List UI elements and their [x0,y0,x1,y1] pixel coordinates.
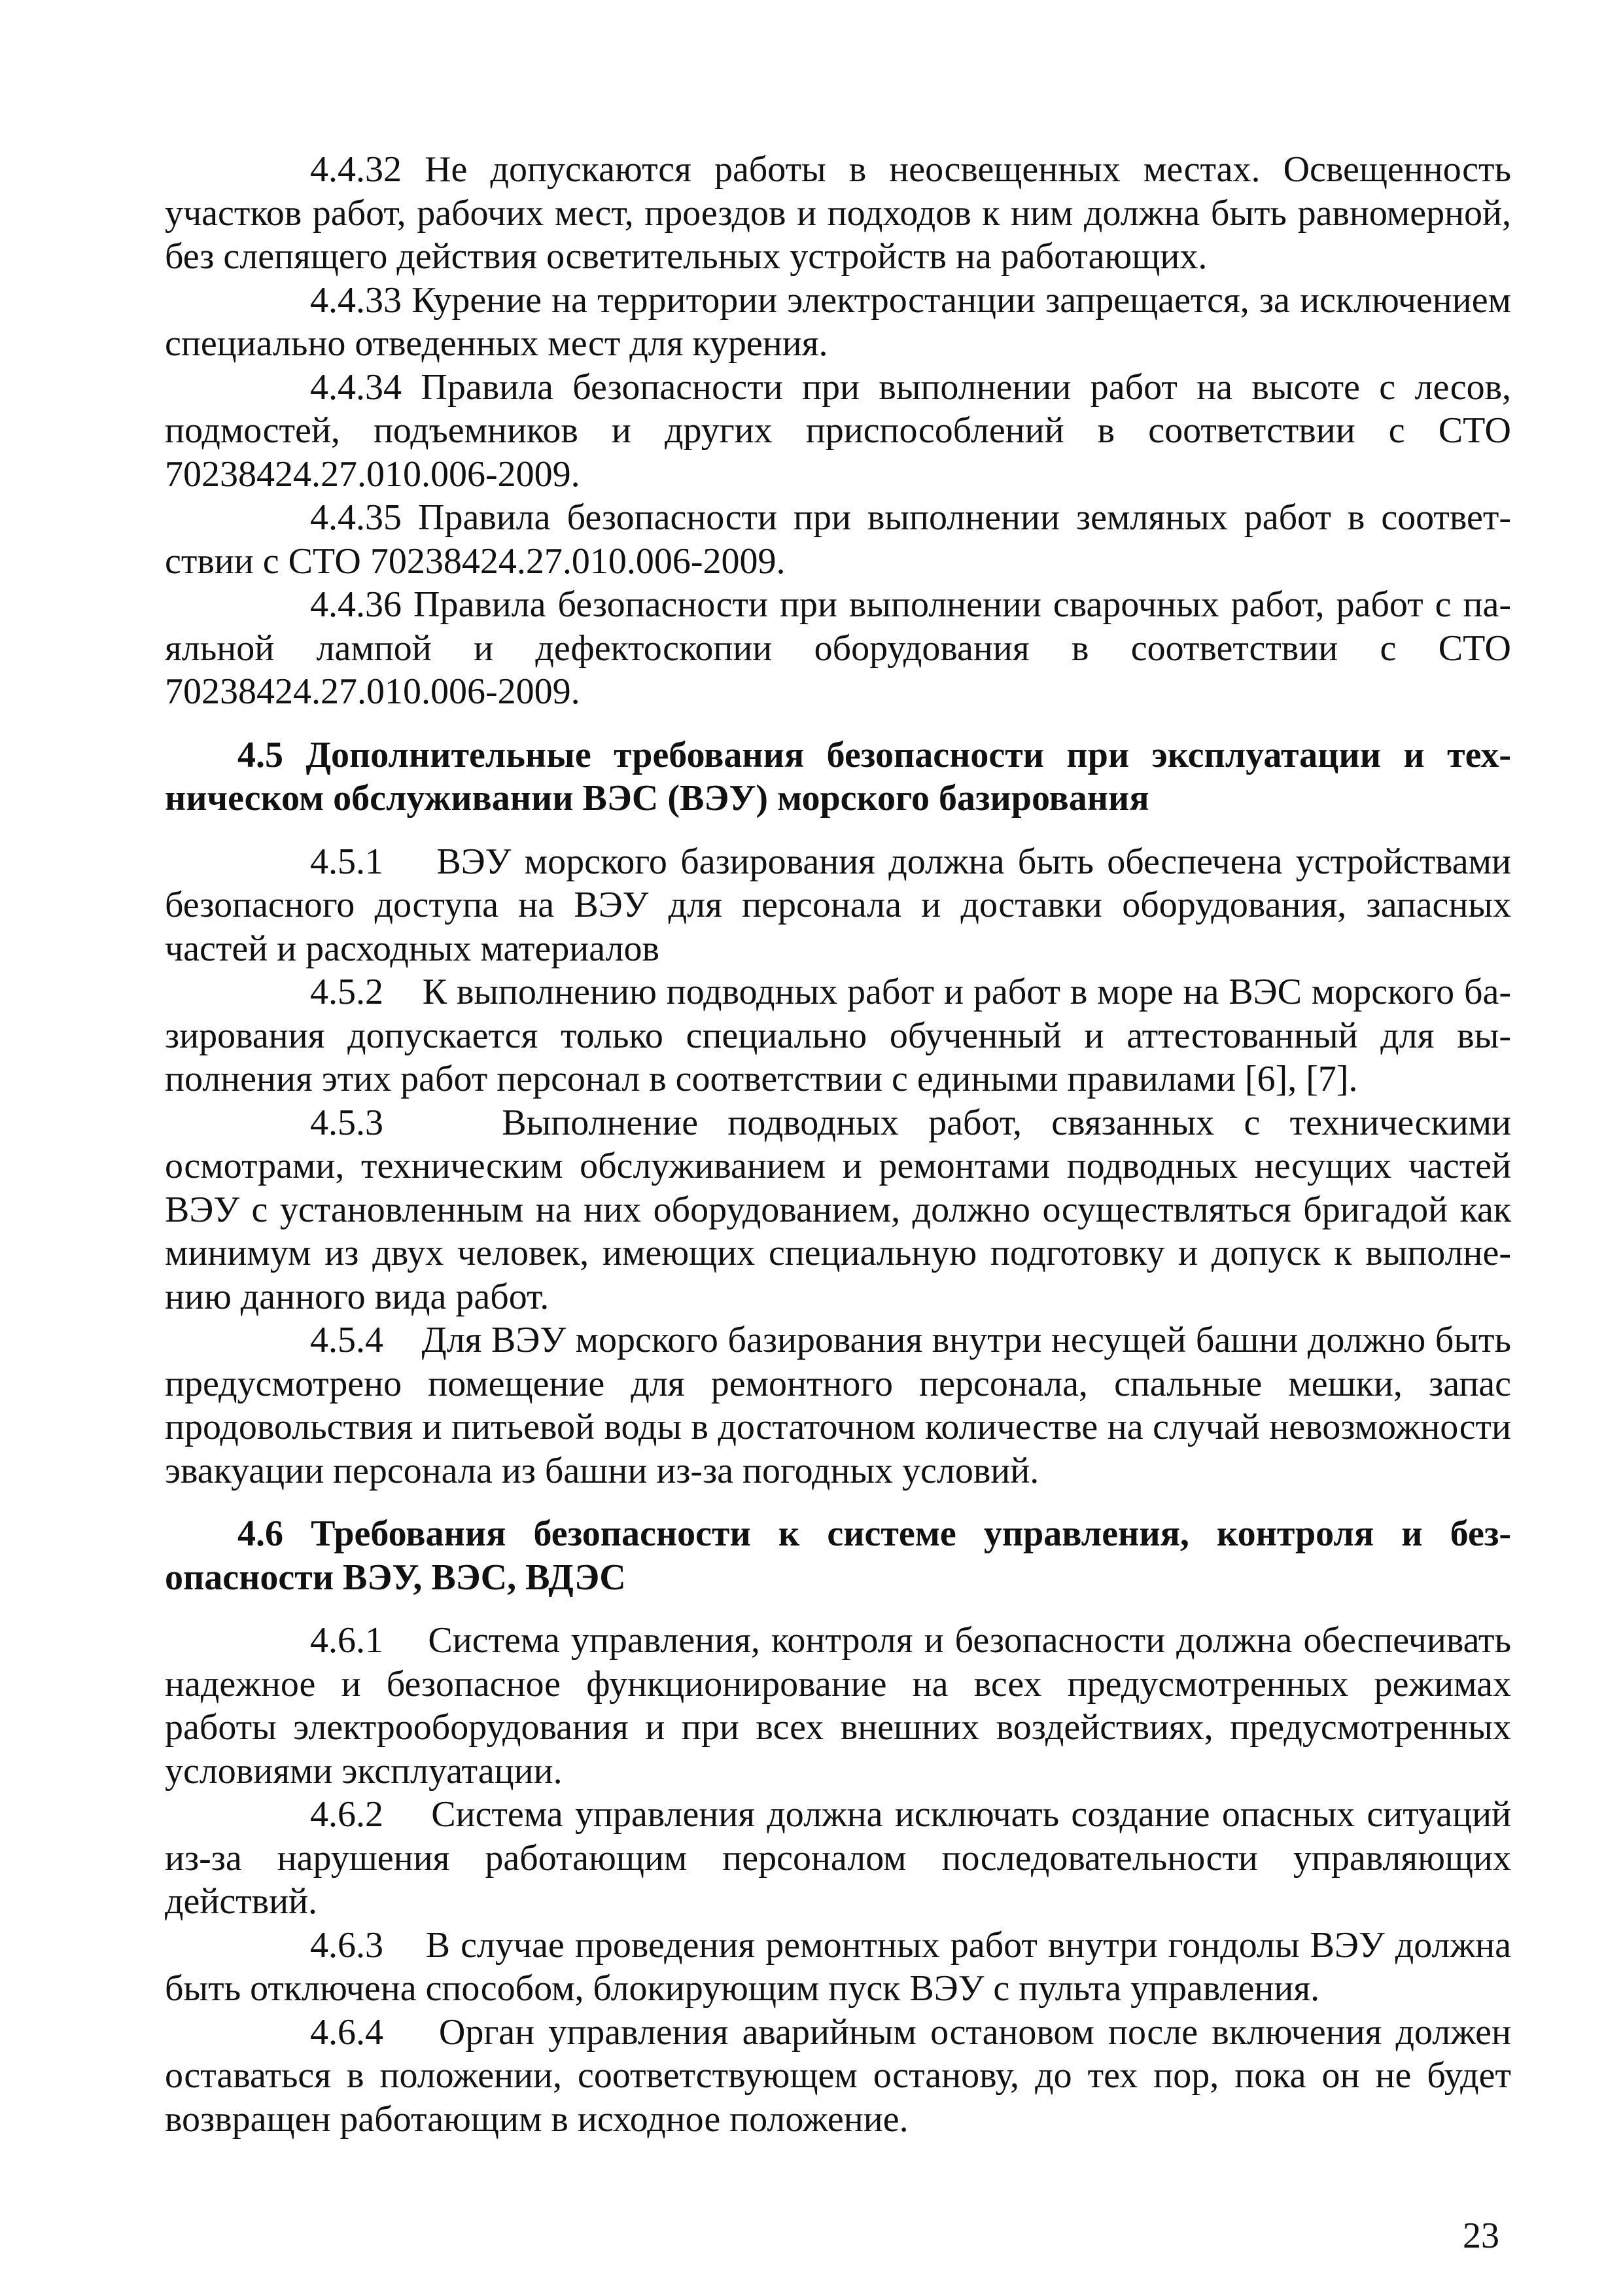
paragraph-4-5-2 [165,970,1511,1101]
paragraph-text: Курение на территории электростанции запрещается, за исключением специально отведенных мест для курения. [165,279,1511,364]
paragraph-number: 4.4.32 [310,149,402,190]
paragraph-text: Не допускаются работы в неосвещенных местах. Освещенность участков работ, рабочих мест, проездов и подходов к ним должна быть равномерной, без слепящего действия осветительных устройств на работающих. [165,149,1512,277]
page-body [165,148,1511,2141]
paragraph-4-4-36 [165,583,1511,714]
paragraph-number: 4.5.4 [310,1320,383,1360]
paragraph-4-6-4 [165,2011,1511,2142]
paragraph-text: К выполнению подводных работ и работ в море на ВЭС морского базирования допускается только специально обученный и аттестованный для выполнения этих работ персонал в соответствии с едиными правилами [6], [7]. [165,972,1511,1099]
paragraph-4-4-32 [165,148,1511,279]
page-number: 23 [1463,2216,1499,2256]
paragraph-4-4-33 [165,279,1511,366]
paragraph-number: 4.4.34 [310,366,402,408]
paragraph-number: 4.6.1 [310,1620,383,1661]
paragraph-text: Выполнение подводных работ, связанных с техническими осмотрами, техническим обслуживанием и ремонтами подводных несущих частей ВЭУ с установленным на них оборудованием, должно осуществляться бригадой как минимум из двух человек, имеющих специальную подготовку и допуск к выполнению данного вида работ. [165,1102,1512,1317]
paragraph-number: 4.4.33 [310,279,402,321]
paragraph-4-5-3 [165,1101,1511,1319]
paragraph-text: Для ВЭУ морского базирования внутри несущей башни должно быть предусмотрено помещение для ремонтного персонала, спальные мешки, запас продовольствия и питьевой воды в достаточном количестве на случай невозможности эвакуации персонала из башни из-за погодных условий. [165,1320,1511,1491]
paragraph-number: 4.4.35 [310,497,402,538]
paragraph-number: 4.6.2 [310,1794,383,1835]
section-heading-4-5: 4.5 Дополнительные требования безопасности при эксплуатации и техническом обслуживании ВЭС (ВЭУ) морского базирования [165,734,1511,819]
paragraph-text: Правила безопасности при выполнении земляных работ в соответствии с СТО 70238424.27.010.006-2009. [165,497,1512,582]
paragraph-4-6-3 [165,1924,1511,2011]
paragraph-number: 4.4.36 [310,584,402,625]
paragraph-text: Система управления должна исключать создание опасных ситуаций из-за нарушения работающим персоналом последовательности управляющих действий. [165,1794,1511,1922]
paragraph-number: 4.5.1 [310,841,383,882]
paragraph-4-6-1 [165,1619,1511,1793]
paragraph-text: Система управления, контроля и безопасности должна обеспечивать надежное и безопасное функционирование на всех предусмотренных режимах работы электрооборудования и при всех внешних воздействиях, предусмотренных условиями эксплуатации. [165,1620,1512,1792]
paragraph-text: Орган управления аварийным остановом после включения должен оставаться в положении, соответствующем останову, до тех пор, пока он не будет возвращен работающим в исходное положение. [165,2011,1511,2140]
paragraph-4-5-1 [165,840,1511,971]
paragraph-number: 4.5.2 [310,972,383,1012]
paragraph-number: 4.5.3 [310,1102,383,1143]
paragraph-4-4-35 [165,496,1511,583]
paragraph-text: В случае проведения ремонтных работ внутри гондолы ВЭУ должна быть отключена способом, блокирующим пуск ВЭУ с пульта управления. [165,1924,1511,2009]
paragraph-4-6-2 [165,1793,1511,1924]
section-heading-4-6: 4.6 Требования безопасности к системе управления, контроля и безопасности ВЭУ, ВЭС, ВДЭС [165,1513,1511,1598]
paragraph-text: ВЭУ морского базирования должна быть обеспечена устройствами безопасного доступа на ВЭУ для персонала и доставки оборудования, запасных частей и расходных материалов [165,841,1511,969]
paragraph-text: Правила безопасности при выполнении сварочных работ, работ с паяльной лампой и дефектоскопии оборудования в соответствии с СТО 70238424.27.010.006-2009. [165,584,1511,712]
paragraph-text: Правила безопасности при выполнении работ на высоте с лесов, подмостей, подъемников и других приспособлений в соответствии с СТО 70238424.27.010.006-2009. [165,366,1512,495]
paragraph-number: 4.6.4 [310,2011,383,2053]
paragraph-4-4-34 [165,366,1511,497]
paragraph-number: 4.6.3 [310,1924,383,1966]
paragraph-4-5-4 [165,1318,1511,1492]
